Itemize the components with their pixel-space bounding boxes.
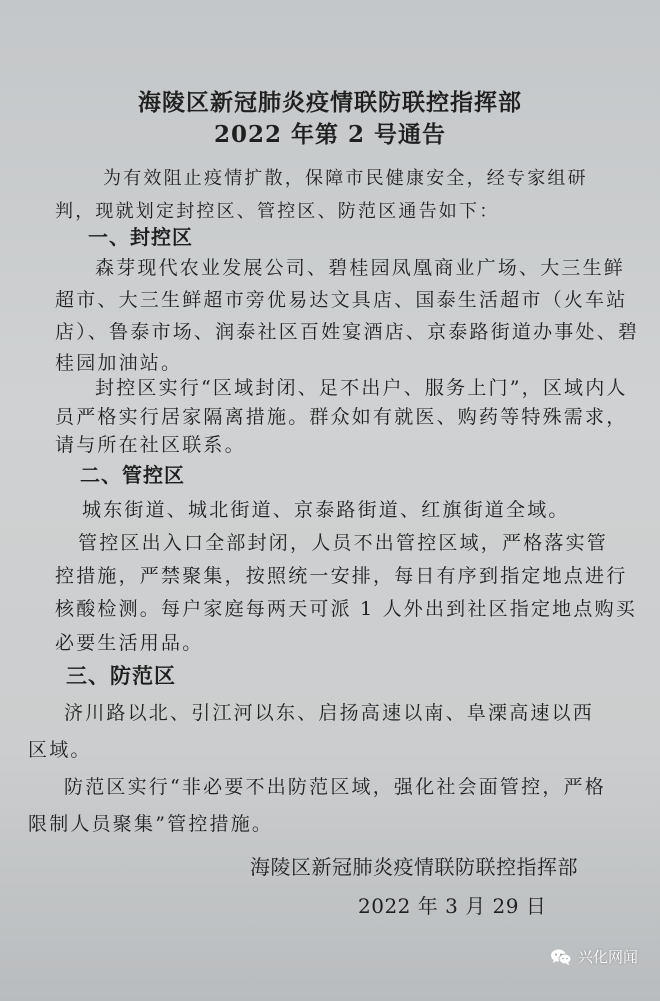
signature-organization: 海陵区新冠肺炎疫情联防联控指挥部 xyxy=(250,855,578,879)
section-body-line: 森芽现代农业发展公司、碧桂园凤凰商业广场、大三生鲜 xyxy=(95,257,626,279)
section-body-line: 区域。 xyxy=(28,739,92,761)
section-body-line: 城东街道、城北街道、京泰路街道、红旗街道全域。 xyxy=(82,499,570,521)
intro-line: 为有效阻止疫情扩散，保障市民健康安全，经专家组研 xyxy=(103,168,588,189)
section-body-line: 员严格实行居家隔离措施。群众如有就医、购药等特殊需求， xyxy=(55,406,628,428)
notice-title-line2: 2022 年第 2 号通告 xyxy=(213,121,447,148)
wechat-icon xyxy=(550,948,572,966)
section-body-line: 管控区出入口全部封闭，人员不出管控区域，严格落实管 xyxy=(78,532,609,554)
section-body-line: 控措施，严禁聚集，按照统一安排，每日有序到指定地点进行 xyxy=(55,565,628,587)
watermark-text: 兴化网闻 xyxy=(577,948,638,966)
section-body-line: 核酸检测。每户家庭每两天可派 1 人外出到社区指定地点购买 xyxy=(55,598,637,620)
section-body-line: 超市、大三生鲜超市旁优易达文具店、国泰生活超市（火车站 xyxy=(55,289,628,311)
section-body-line: 防范区实行“非必要不出防范区域，强化社会面管控，严格 xyxy=(64,776,606,798)
section-heading-prevention-zone: 三、防范区 xyxy=(66,663,176,688)
section-body-line: 店）、鲁泰市场、润泰社区百姓宴酒店、京泰路街道办事处、碧 xyxy=(55,321,640,343)
section-body-line: 封控区实行“区域封闭、足不出户、服务上门”，区域内人 xyxy=(95,377,628,399)
section-body-line: 桂园加油站。 xyxy=(55,352,183,374)
notice-title-line1: 海陵区新冠肺炎疫情联防联控指挥部 xyxy=(138,89,522,116)
section-body-line: 限制人员聚集”管控措施。 xyxy=(28,813,274,835)
section-body-line: 请与所在社区联系。 xyxy=(55,434,246,456)
section-heading-lockdown-zone: 一、封控区 xyxy=(88,225,193,249)
section-body-line: 必要生活用品。 xyxy=(55,632,204,654)
section-heading-control-zone: 二、管控区 xyxy=(80,463,185,487)
signature-date: 2022 年 3 月 29 日 xyxy=(358,894,547,918)
source-watermark xyxy=(550,946,638,967)
intro-line: 判，现就划定封控区、管控区、防范区通告如下： xyxy=(55,201,500,222)
section-body-line: 济川路以北、引江河以东、启扬高速以南、阜溧高速以西 xyxy=(64,702,595,724)
